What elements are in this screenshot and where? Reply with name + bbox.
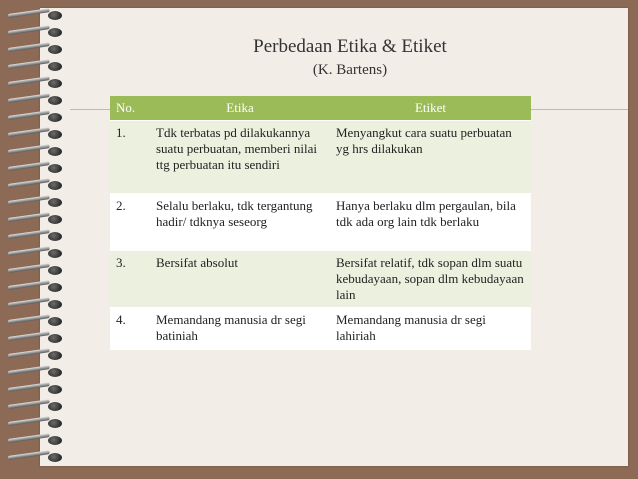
- binding-ring-icon: [8, 282, 72, 294]
- etiket-cell: Hanya berlaku dlm pergaulan, bila tdk ada org lain tdk berlaku: [330, 194, 531, 251]
- etiket-cell: Memandang manusia dr segi lahiriah: [330, 308, 531, 351]
- binding-ring-icon: [8, 112, 72, 124]
- binding-ring-icon: [8, 146, 72, 158]
- binding-ring-icon: [8, 163, 72, 175]
- slide-subtitle: (K. Bartens): [312, 62, 388, 78]
- etiket-cell: Bersifat relatif, tdk sopan dlm suatu kebudayaan, sopan dlm kebudayaan lain: [330, 251, 531, 308]
- binding-ring-icon: [8, 384, 72, 396]
- row-number: 1.: [110, 121, 150, 194]
- binding-ring-icon: [8, 265, 72, 277]
- row-number: 3.: [110, 251, 150, 308]
- binding-ring-icon: [8, 95, 72, 107]
- binding-ring-icon: [8, 350, 72, 362]
- table-row: [110, 251, 531, 308]
- table-row: [110, 308, 531, 351]
- binding-ring-icon: [8, 214, 72, 226]
- comparison-table: [110, 96, 531, 350]
- binding-ring-icon: [8, 61, 72, 73]
- binding-ring-icon: [8, 44, 72, 56]
- binding-ring-icon: [8, 27, 72, 39]
- binding-ring-icon: [8, 367, 72, 379]
- slide-title: Perbedaan Etika & Etiket: [253, 36, 447, 57]
- etika-cell: Memandang manusia dr segi batiniah: [150, 308, 330, 351]
- header-no: No.: [110, 96, 150, 121]
- binding-ring-icon: [8, 418, 72, 430]
- spiral-binding: [8, 10, 72, 470]
- binding-ring-icon: [8, 197, 72, 209]
- table-row: [110, 194, 531, 251]
- etiket-cell: Menyangkut cara suatu perbuatan yg hrs dilakukan: [330, 121, 531, 194]
- binding-ring-icon: [8, 299, 72, 311]
- row-number: 4.: [110, 308, 150, 351]
- etika-cell: Bersifat absolut: [150, 251, 330, 308]
- binding-ring-icon: [8, 129, 72, 141]
- binding-ring-icon: [8, 435, 72, 447]
- binding-ring-icon: [8, 180, 72, 192]
- binding-ring-icon: [8, 248, 72, 260]
- binding-ring-icon: [8, 333, 72, 345]
- binding-ring-icon: [8, 452, 72, 464]
- etika-cell: Selalu berlaku, tdk tergantung hadir/ tdknya seseorg: [150, 194, 330, 251]
- binding-ring-icon: [8, 316, 72, 328]
- row-number: 2.: [110, 194, 150, 251]
- etika-cell: Tdk terbatas pd dilakukannya suatu perbuatan, memberi nilai ttg perbuatan itu sendiri: [150, 121, 330, 194]
- table-header-row: [110, 96, 531, 121]
- binding-ring-icon: [8, 401, 72, 413]
- binding-ring-icon: [8, 10, 72, 22]
- header-etika: Etika: [150, 96, 330, 121]
- binding-ring-icon: [8, 231, 72, 243]
- header-etiket: Etiket: [330, 96, 531, 121]
- binding-ring-icon: [8, 78, 72, 90]
- table-row: [110, 121, 531, 194]
